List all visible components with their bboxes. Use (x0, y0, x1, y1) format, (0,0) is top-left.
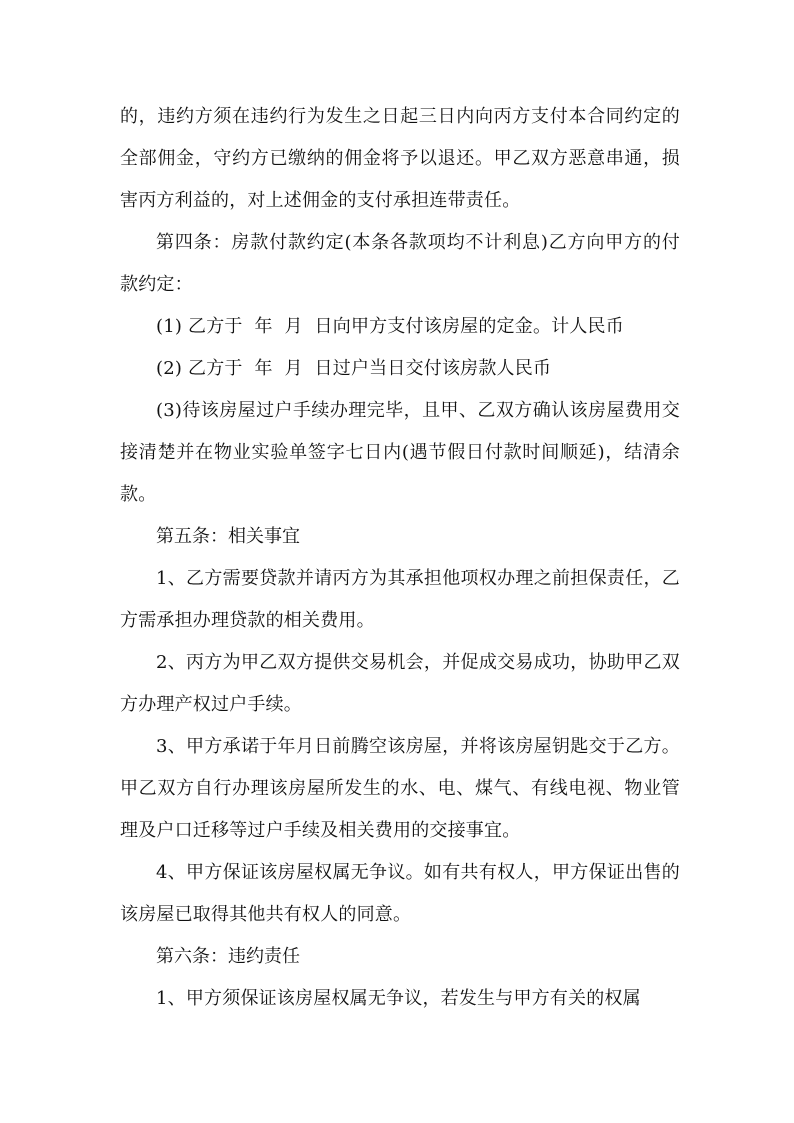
paragraph-liability-1: 1、甲方须保证该房屋权属无争议，若发生与甲方有关的权属 (156, 988, 641, 1009)
paragraph-matter-1: 1、乙方需要贷款并请丙方为其承担他项权办理之前担保责任，乙方需承担办理贷款的相关费用。 (120, 568, 680, 631)
heading-article-5: 第五条：相关事宜 (156, 526, 300, 547)
paragraph-payment-2: (2) 乙方于 年 月 日过户当日交付该房款人民币 (156, 358, 552, 379)
paragraph-matter-4: 4、甲方保证该房屋权属无争议。如有共有权人，甲方保证出售的该房屋已取得其他共有权人的同意。 (120, 862, 680, 925)
heading-article-6: 第六条：违约责任 (156, 946, 300, 967)
paragraph-matter-2: 2、丙方为甲乙双方提供交易机会，并促成交易成功，协助甲乙双方办理产权过户手续。 (120, 652, 680, 715)
paragraph-penalty-continued: 的，违约方须在违约行为发生之日起三日内向丙方支付本合同约定的全部佣金，守约方已缴纳的佣金将予以退还。甲乙双方恶意串通，损害丙方利益的，对上述佣金的支付承担连带责任。 (120, 106, 680, 211)
document-body (120, 96, 680, 1020)
paragraph-payment-1: (1) 乙方于 年 月 日向甲方支付该房屋的定金。计人民币 (156, 316, 624, 337)
paragraph-matter-3: 3、甲方承诺于年月日前腾空该房屋，并将该房屋钥匙交于乙方。甲乙双方自行办理该房屋所发生的水、电、煤气、有线电视、物业管理及户口迁移等过户手续及相关费用的交接事宜。 (120, 736, 680, 841)
paragraph-payment-3: (3)待该房屋过户手续办理完毕，且甲、乙双方确认该房屋费用交接清楚并在物业实验单签字七日内(遇节假日付款时间顺延)，结清余款。 (120, 400, 680, 505)
paragraph-article-4: 第四条：房款付款约定(本条各款项均不计利息)乙方向甲方的付款约定： (120, 232, 680, 295)
